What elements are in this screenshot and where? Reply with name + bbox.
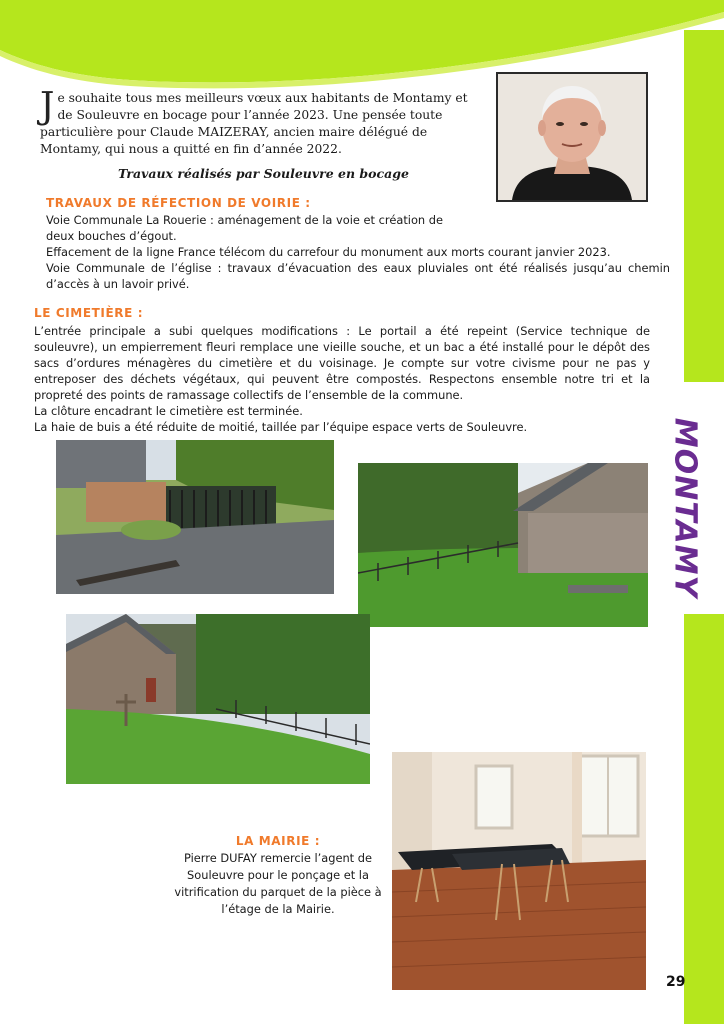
side-title-text: MONTAMY bbox=[667, 417, 703, 599]
photo-church-fence bbox=[358, 463, 648, 627]
page-number: 29 bbox=[666, 974, 686, 990]
voirie-paragraph bbox=[46, 212, 670, 292]
cimetiere-line: L’entrée principale a subi quelques modifications : Le portail a été repeint (Service technique de souleuvre), un empierrement fleuri remplace une vieille souche, et un bac a été installé pour le dépôt des sacs d’ordures ménagères du cimetière et du voisinage. Je compte sur votre civisme pour ne pas y entreposer des déchets végétaux, qui peuvent être compostés. Respectons ensemble notre tri et la propreté des points de ramassage collectifs de l’ensemble de la commune. bbox=[34, 324, 650, 402]
right-accent-bar-top bbox=[684, 30, 724, 382]
intro-paragraph bbox=[40, 86, 480, 158]
photo-mairie-room bbox=[392, 752, 646, 990]
voirie-section-title: TRAVAUX DE RÉFECTION DE VOIRIE : bbox=[46, 196, 311, 210]
voirie-line: Voie Communale La Rouerie : aménagement de la voie et création de deux bouches d’égout. bbox=[46, 213, 443, 243]
photo-cemetery-gate bbox=[56, 440, 334, 594]
intro-text: e souhaite tous mes meilleurs vœux aux habitants de Montamy et de Souleuvre en bocage pour l’année 2023. Une pensée toute particulière pour Claude MAIZERAY, ancien maire délégué de Montamy, qui nous a quitté en fin d’année 2022. bbox=[40, 91, 468, 156]
mairie-block bbox=[170, 834, 386, 918]
voirie-line: Effacement de la ligne France télécom du carrefour du monument aux morts courant janvier 2023. bbox=[46, 245, 611, 259]
photo-cemetery-lawn bbox=[66, 614, 370, 784]
right-accent-bar-bottom bbox=[684, 614, 724, 1024]
portrait-photo bbox=[496, 72, 648, 202]
side-title bbox=[660, 418, 710, 598]
mairie-section-title: LA MAIRIE : bbox=[235, 834, 321, 848]
cimetiere-line: La haie de buis a été réduite de moitié, taillée par l’équipe espace verts de Souleuvre. bbox=[34, 420, 528, 434]
mairie-paragraph: Pierre DUFAY remercie l’agent de Souleuvre pour le ponçage et la vitrification du parquet de la pièce à l’étage de la Mairie. bbox=[174, 851, 382, 916]
intro-dropcap: J bbox=[40, 86, 55, 127]
portrait-illustration bbox=[498, 74, 646, 200]
voirie-line: Voie Communale de l’église : travaux d’évacuation des eaux pluviales ont été réalisés jusqu’au chemin d’accès à un lavoir privé. bbox=[46, 261, 670, 291]
cimetiere-line: La clôture encadrant le cimetière est terminée. bbox=[34, 404, 303, 418]
cimetiere-section-title: LE CIMETIÈRE : bbox=[34, 306, 144, 320]
cimetiere-paragraph bbox=[34, 323, 650, 435]
works-subheading: Travaux réalisés par Souleuvre en bocage bbox=[118, 166, 409, 181]
